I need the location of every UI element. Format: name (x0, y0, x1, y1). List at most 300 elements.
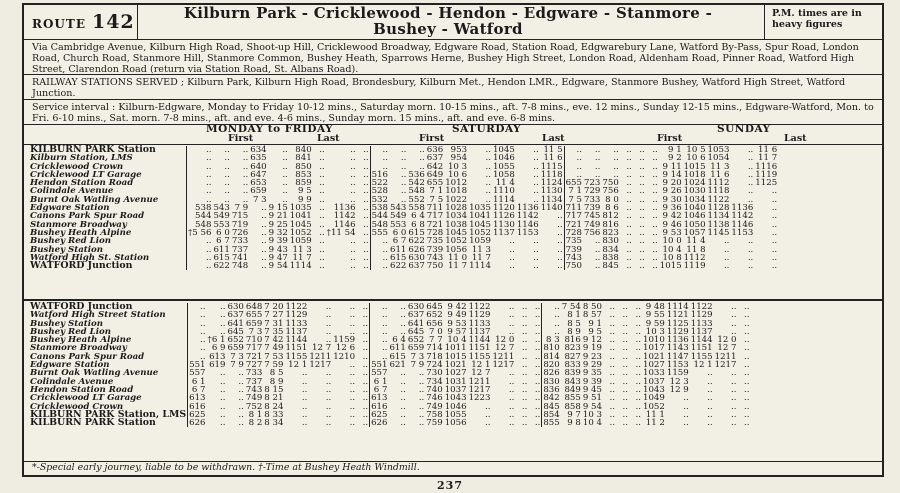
time-cell: .. (224, 153, 230, 164)
time-cell: 1114 (666, 302, 689, 312)
time-cell: 1128 (707, 203, 730, 214)
time-cell: .. (188, 336, 207, 344)
time-cell: .. (521, 418, 528, 429)
time-cell: .. (683, 393, 689, 404)
time-cell: 812 (602, 211, 619, 222)
time-cell: .. (363, 252, 369, 263)
time-cell: .. (282, 178, 288, 189)
time-cell: .. (533, 244, 539, 255)
time-cell: 622 (213, 261, 230, 272)
time-cell: .. (622, 335, 628, 346)
time-cell: .. (261, 227, 267, 238)
time-cell: 750 (426, 261, 444, 272)
time-cell: .. (370, 237, 389, 245)
time-cell: 1151 (285, 343, 308, 354)
time-cell: .. (350, 161, 356, 172)
time-cell: 645 (407, 326, 425, 337)
time-cell: .. (594, 244, 601, 255)
time-cell: .. (626, 219, 632, 230)
time-cell: 637 (408, 261, 425, 272)
time-cell: 1027 (444, 368, 467, 379)
time-cell: 743 (565, 252, 582, 263)
time-cell: 7 20 (264, 302, 284, 312)
time-cell: .. (188, 303, 207, 311)
stop-name: Watford High St. Station (30, 252, 150, 263)
time-cell: 752 (245, 401, 263, 412)
time-cell: .. (419, 145, 425, 155)
time-cell: 6 8 (411, 219, 425, 230)
time-cell: 749 (426, 401, 443, 412)
time-cell: .. (319, 227, 325, 238)
time-cell: .. (509, 252, 515, 263)
time-cell: 544 (371, 211, 388, 222)
time-cell: .. (534, 335, 541, 346)
time-cell: 553 (389, 219, 407, 230)
time-cell: .. (350, 252, 356, 263)
time-cell: 1045 (289, 219, 312, 230)
time-cell: 816 (602, 219, 619, 230)
time-cell: 8 57 (582, 310, 602, 321)
time-cell: 1211 (714, 351, 737, 362)
time-cell: 9 9 (298, 194, 312, 205)
time-cell: .. (557, 211, 563, 222)
time-cell: .. (220, 376, 226, 387)
time-cell: 1052 (289, 227, 312, 238)
time-cell: 7 3 (248, 326, 263, 337)
time-cell: .. (485, 153, 491, 164)
time-cell: 611 (389, 343, 406, 354)
time-cell: 7 59 (264, 360, 284, 371)
time-cell: 10 3 (582, 409, 602, 420)
time-cell: 8 24 (264, 401, 284, 412)
stop-name: Cricklewood LT Garage (30, 393, 142, 404)
time-cell: 9 47 (268, 252, 288, 263)
time-cell: 741 (231, 252, 249, 263)
time-cell: .. (187, 163, 213, 171)
time-cell: 1122 (285, 302, 308, 312)
time-cell: 11 5 (543, 145, 563, 155)
time-cell: .. (188, 353, 207, 361)
time-cell: .. (534, 302, 541, 312)
title-line-2: Bushey - Watford (373, 20, 523, 38)
time-cell: .. (370, 262, 389, 270)
time-cell: .. (363, 161, 369, 172)
time-cell: 1059 (469, 236, 491, 247)
time-cell: .. (635, 318, 641, 329)
time-cell: 11 6 (710, 169, 730, 180)
time-cell: 810 (543, 343, 560, 354)
time-cell: 625 (189, 409, 206, 420)
time-cell: 1056 (444, 418, 467, 429)
time-cell: .. (485, 161, 491, 172)
time-cell: .. (534, 418, 541, 429)
time-cell: 855 (564, 393, 581, 404)
time-cell: 9 39 (268, 236, 288, 247)
time-cell: .. (635, 335, 641, 346)
time-cell: 9 30 (662, 194, 682, 205)
time-cell: 7 42 (264, 335, 284, 346)
time-cell: .. (362, 351, 369, 362)
time-cell: 9 26 (662, 186, 682, 197)
time-cell: 637 (227, 310, 244, 321)
time-cell: 11 7 (471, 252, 491, 263)
time-cell: 10 6 (686, 153, 706, 164)
time-cell: .. (400, 318, 406, 329)
time-cell: 9 55 (645, 310, 665, 321)
time-cell: .. (484, 401, 491, 412)
time-cell: .. (622, 393, 628, 404)
time-cell: .. (325, 318, 332, 329)
time-cell: .. (626, 161, 632, 172)
time-cell: .. (771, 186, 778, 197)
time-cell: 830 (602, 236, 619, 247)
time-cell: 613 (189, 393, 206, 404)
time-cell: 749 (245, 393, 263, 404)
time-cell: 10 8 (662, 252, 682, 263)
time-cell: 735 (565, 236, 582, 247)
time-cell: 1118 (707, 186, 730, 197)
time-cell: 611 (213, 244, 230, 255)
time-cell: 1210 (333, 351, 356, 362)
time-cell: .. (319, 236, 325, 247)
time-cell: .. (533, 236, 539, 247)
time-cell: .. (319, 211, 325, 222)
time-cell: 10 6 (447, 169, 468, 180)
time-cell: .. (319, 261, 325, 272)
time-cell: 1144 (468, 335, 491, 346)
time-cell: 11 0 (447, 252, 468, 263)
stop-name: Edgware Station (30, 360, 110, 371)
time-cell: .. (747, 244, 754, 255)
time-cell: 11 7 (292, 252, 312, 263)
time-cell: 745 (583, 211, 601, 222)
time-cell: 1130 (540, 186, 563, 197)
time-cell: .. (187, 187, 213, 195)
time-cell: .. (683, 401, 689, 412)
time-cell: 1054 (707, 153, 730, 164)
time-cell: .. (609, 368, 615, 379)
time-cell: 1129 (666, 326, 689, 337)
time-cell: .. (744, 310, 750, 321)
time-cell: .. (349, 409, 356, 420)
time-cell: .. (282, 186, 288, 197)
time-cell: .. (325, 302, 332, 312)
time-cell: .. (319, 145, 325, 155)
time-cell: .. (594, 252, 601, 263)
time-cell: 551 (371, 360, 388, 371)
time-cell: .. (564, 154, 583, 162)
time-cell: .. (609, 302, 615, 312)
time-cell: .. (301, 384, 308, 395)
time-cell: .. (626, 261, 632, 272)
time-cell: 8 50 (582, 302, 602, 312)
sun-first: First (657, 133, 683, 144)
time-cell: .. (400, 145, 407, 155)
time-cell: 1159 (333, 335, 356, 346)
time-cell: .. (220, 326, 226, 337)
stop-name: Bushey Station (30, 244, 104, 255)
page-number: 237 (437, 479, 463, 492)
time-cell: 1134 (707, 211, 730, 222)
time-cell: .. (238, 393, 244, 404)
time-cell: .. (238, 418, 244, 429)
stop-name: WATFORD Junction (30, 260, 133, 272)
time-cell: .. (370, 254, 389, 262)
time-cell: .. (683, 418, 689, 429)
time-cell: .. (533, 261, 539, 272)
time-cell: .. (187, 146, 213, 154)
time-cell: .. (508, 418, 515, 429)
time-cell: .. (723, 261, 730, 272)
time-cell: 8 9 (269, 376, 284, 387)
time-cell: 621 (389, 360, 406, 371)
time-cell: 9 20 (662, 178, 682, 189)
time-cell: 717 (426, 211, 444, 222)
time-cell: 10 4 (582, 418, 602, 429)
time-cell: .. (220, 310, 226, 321)
time-cell: 820 (543, 360, 560, 371)
time-cell: 718 (426, 351, 443, 362)
time-cell: 1144 (690, 335, 713, 346)
time-cell: 1055 (444, 409, 467, 420)
time-cell: .. (707, 376, 713, 387)
time-cell: 1142 (516, 211, 539, 222)
time-cell: 9 53 (662, 227, 682, 238)
time-cell: .. (363, 203, 369, 214)
time-cell: 522 (371, 178, 388, 189)
time-cell: .. (509, 261, 515, 272)
time-cell: .. (301, 368, 308, 379)
time-cell: .. (508, 401, 515, 412)
time-cell: .. (609, 376, 615, 387)
time-cell: .. (224, 178, 230, 189)
time-cell: .. (521, 310, 528, 321)
time-cell: 7 9 (234, 203, 249, 214)
time-cell: 1122 (690, 302, 713, 312)
time-cell: 634 (250, 145, 267, 155)
time-cell: .. (224, 194, 230, 205)
time-cell: 1217 (492, 360, 515, 371)
stop-name: Edgware Station (30, 203, 110, 214)
time-cell: .. (622, 368, 628, 379)
time-cell: 536 (408, 169, 425, 180)
time-cell: .. (626, 236, 632, 247)
time-cell: .. (362, 310, 369, 321)
time-cell: .. (485, 169, 491, 180)
time-cell: 1155 (690, 351, 713, 362)
time-cell: 823 (602, 227, 619, 238)
time-cell: .. (521, 360, 528, 371)
time-cell: .. (771, 244, 778, 255)
stop-name: Colindale Avenue (30, 186, 114, 197)
time-cell: .. (220, 302, 226, 312)
time-cell: 726 (231, 227, 249, 238)
time-cell: 1153 (666, 360, 689, 371)
time-cell: .. (626, 211, 632, 222)
time-cell: 1052 (469, 227, 491, 238)
time-cell: .. (542, 328, 561, 336)
time-cell: .. (301, 418, 308, 429)
time-cell: 652 (426, 310, 443, 321)
time-cell: 9 5 (588, 326, 602, 337)
time-cell: .. (639, 244, 645, 255)
time-cell: .. (534, 326, 541, 337)
time-cell: 6 4 (392, 335, 406, 346)
time-cell: 721 (245, 351, 263, 362)
time-cell: 9 19 (582, 343, 602, 354)
time-cell: 721 (426, 219, 444, 230)
time-cell: 733 (231, 236, 249, 247)
time-cell: 1112 (683, 252, 706, 263)
time-cell: .. (362, 409, 369, 420)
time-cell: 10 3 (447, 161, 468, 172)
time-cell: .. (400, 178, 407, 189)
time-cell: .. (744, 335, 750, 346)
stop-name: KILBURN PARK Station, LMS (30, 408, 187, 420)
time-cell: .. (301, 401, 308, 412)
time-cell: 611 (389, 244, 407, 255)
time-cell: 1119 (683, 261, 706, 272)
time-cell: .. (652, 227, 658, 238)
time-cell: .. (282, 169, 288, 180)
time-cell: 649 (426, 169, 444, 180)
time-cell: .. (635, 302, 641, 312)
time-cell: .. (350, 186, 356, 197)
time-cell: .. (350, 153, 356, 164)
time-cell: .. (400, 169, 407, 180)
time-cell: .. (418, 376, 425, 387)
time-cell: .. (744, 360, 750, 371)
time-cell: .. (242, 153, 249, 164)
time-cell: 635 (250, 153, 267, 164)
time-cell: .. (187, 196, 213, 204)
time-cell: 11 1 (645, 409, 665, 420)
time-cell: 557 (189, 368, 206, 379)
time-cell: 858 (564, 401, 581, 412)
time-cell: 759 (426, 418, 443, 429)
time-cell: 9 54 (268, 261, 288, 272)
time-cell: 711 (426, 203, 444, 214)
time-cell: .. (370, 311, 389, 319)
time-cell: 1057 (683, 227, 706, 238)
time-cell: .. (362, 343, 369, 354)
time-cell: 816 (564, 335, 581, 346)
time-cell: 1034 (445, 211, 468, 222)
time-cell: .. (534, 360, 541, 371)
time-cell: 1043 (444, 393, 467, 404)
time-cell: .. (224, 186, 230, 197)
time-cell: .. (400, 326, 406, 337)
time-cell: 11 4 (495, 178, 515, 189)
time-cell: .. (609, 335, 615, 346)
time-cell: 8 9 (567, 326, 581, 337)
time-cell: 645 (227, 326, 244, 337)
time-cell: .. (609, 384, 615, 395)
direction-divider (24, 299, 882, 301)
time-cell: 710 (245, 335, 263, 346)
time-cell: 7 49 (264, 343, 284, 354)
time-cell: .. (533, 194, 539, 205)
time-cell: .. (626, 178, 632, 189)
time-cell: .. (613, 169, 619, 180)
time-cell: 1028 (445, 203, 468, 214)
time-cell: .. (622, 351, 628, 362)
time-cell: .. (613, 153, 619, 164)
stop-name: KILBURN PARK Station (30, 417, 156, 429)
time-cell: .. (731, 418, 737, 429)
time-cell: 7 7 (429, 335, 443, 346)
time-cell: 12 9 (669, 384, 689, 395)
time-cell: .. (521, 343, 528, 354)
time-cell: .. (731, 368, 737, 379)
divider (24, 99, 882, 100)
time-cell: 553 (213, 219, 230, 230)
time-cell: 549 (389, 211, 407, 222)
time-cell: 8 21 (264, 393, 284, 404)
time-cell: 10 4 (662, 244, 682, 255)
time-cell: .. (325, 384, 332, 395)
time-cell: .. (639, 161, 645, 172)
time-cell: 12 0 (495, 335, 515, 346)
time-cell: 10 5 (686, 145, 706, 155)
time-cell: 1126 (492, 211, 515, 222)
route-label (32, 11, 135, 33)
time-cell: .. (238, 384, 244, 395)
time-cell: 1136 (666, 335, 689, 346)
time-cell: 11 4 (686, 236, 706, 247)
time-cell: 1012 (445, 178, 468, 189)
footnote: *-Special early journey, liable to be withdrawn. †-Time at Bushey Heath Windmill. (32, 462, 420, 473)
time-cell: 7 54 (561, 302, 581, 312)
time-cell: 7 3 (410, 351, 425, 362)
time-cell: .. (187, 254, 213, 262)
time-cell: 1018 (445, 186, 468, 197)
time-cell: .. (635, 401, 641, 412)
time-cell: .. (534, 401, 541, 412)
time-cell: .. (220, 409, 226, 420)
time-cell: .. (744, 302, 750, 312)
time-cell: .. (362, 376, 369, 387)
time-cell: .. (652, 261, 658, 272)
time-cell: 1010 (643, 335, 665, 346)
time-cell: .. (533, 252, 539, 263)
time-cell: .. (485, 194, 491, 205)
time-cell: 1125 (755, 178, 778, 189)
time-cell: 1155 (285, 351, 308, 362)
time-cell: 622 (408, 236, 425, 247)
time-cell: .. (220, 393, 226, 404)
time-cell: 9 2 (668, 153, 682, 164)
time-cell: 1143 (666, 343, 689, 354)
time-cell: .. (534, 376, 541, 387)
time-cell: .. (622, 318, 628, 329)
time-cell: .. (723, 252, 730, 263)
time-cell: .. (609, 351, 615, 362)
time-cell: †5 56 (188, 227, 212, 238)
time-cell: .. (242, 178, 249, 189)
time-cell: .. (224, 161, 230, 172)
time-cell: .. (533, 145, 539, 155)
time-cell: 659 (250, 186, 267, 197)
time-cell: 1121 (666, 310, 689, 321)
railway-stations: RAILWAY STATIONS SERVED ; Kilburn Park, Kilburn High Road, Brondesbury, Kilburn Met., Hendon LMR., Edgware, Stanmore Bushey, Watford High Street, Watford Junction. (32, 77, 846, 99)
time-cell: .. (639, 261, 645, 272)
time-cell: 1153 (731, 227, 754, 238)
time-cell: .. (609, 310, 615, 321)
time-cell: 9 14 (662, 169, 682, 180)
time-cell: 735 (426, 236, 444, 247)
time-cell: .. (319, 161, 325, 172)
